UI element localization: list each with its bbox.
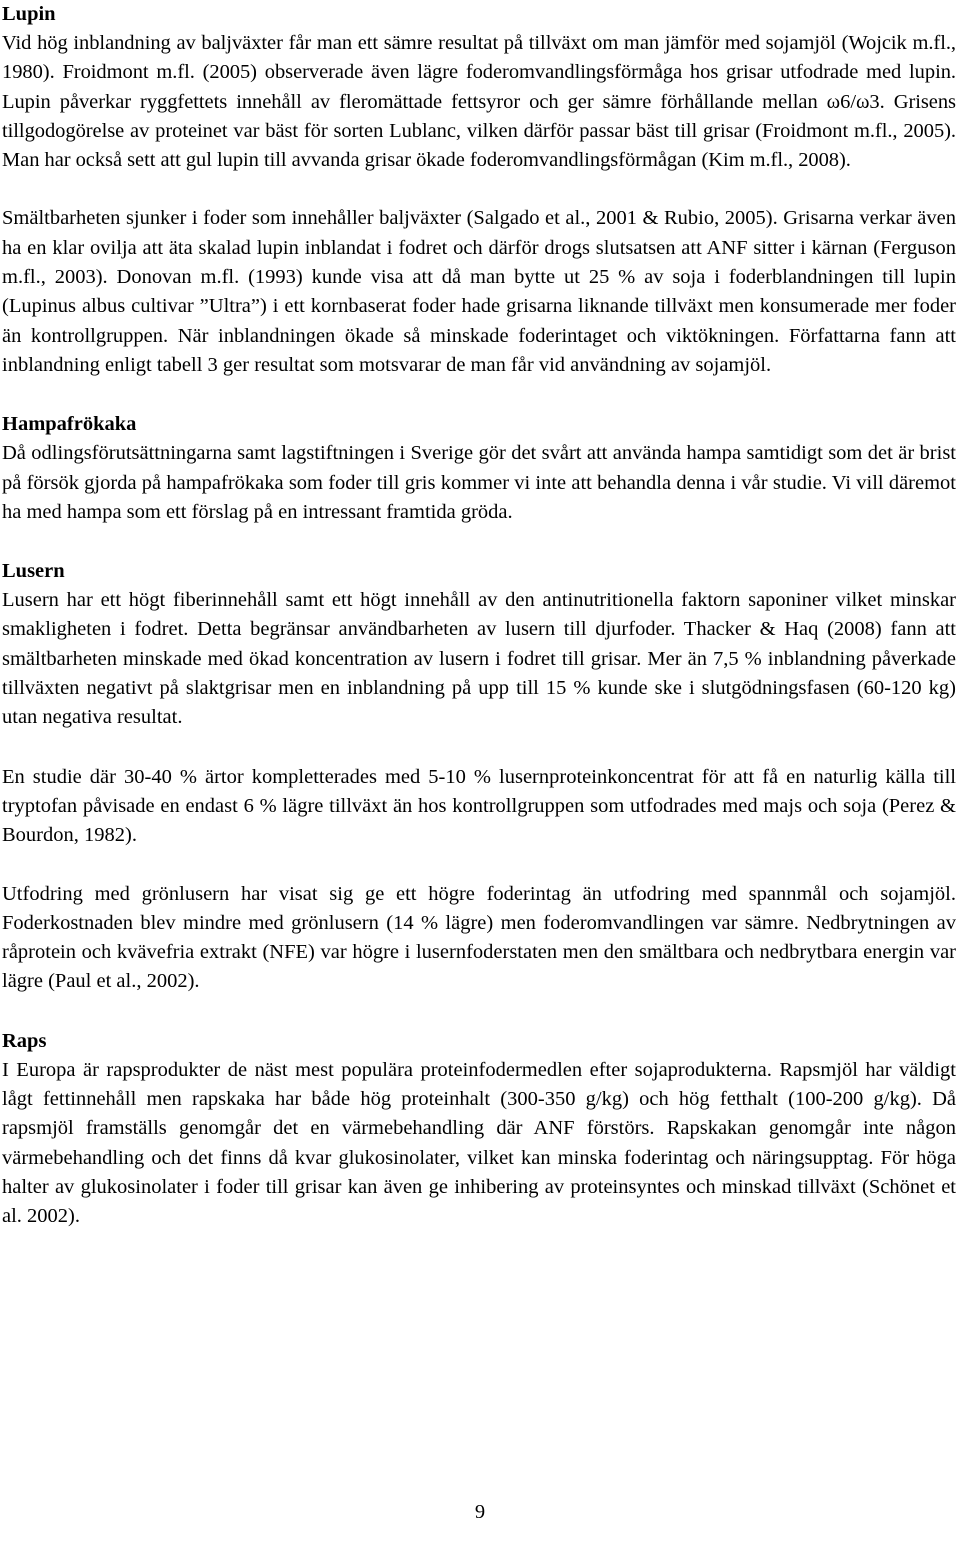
- page-number: 9: [474, 1501, 486, 1523]
- paragraph: Lusern har ett högt fiberinnehåll samt ett högt innehåll av den antinutritionella faktorn saponiner vilket minskar smakligheten i fodret. Detta begränsar användbarheten av lusern till djurfoder. Thacker & Haq (2008) fann att smältbarheten minskade med ökad koncentration av lusern i fodret till grisar. Mer än 7,5 % inblandning påverkade tillväxten negativt på slaktgrisar men en inblandning på upp till 15 % kunde ske i slutgödningsfasen (60-120 kg) utan negativa resultat.: [2, 589, 956, 729]
- section-raps: [2, 1027, 956, 1232]
- section-heading-raps: Raps: [2, 1029, 47, 1052]
- section-lupin: [2, 0, 956, 380]
- paragraph: En studie där 30-40 % ärtor kompletterades med 5-10 % lusernproteinkoncentrat för att få en naturlig källa till tryptofan påvisade en endast 6 % lägre tillväxt än hos kontrollgruppen som utfodrades med majs och soja (Perez & Bourdon, 1982).: [2, 765, 956, 847]
- section-heading-lupin: Lupin: [2, 3, 56, 25]
- paragraph: I Europa är rapsprodukter de näst mest populära proteinfodermedlen efter sojaprodukterna. Rapsmjöl har väldigt lågt fettinnehåll men rapskaka har både hög proteinhalt (300-350 g/kg) och hög fetthalt (100-200 g/kg). Då rapsmjöl framställs genomgår det en värmebehandling där ANF förstörs. Rapskakan genomgår inte någon värmebehandling och det finns då kvar glukosinolater, vilket kan minska foderintag och näringsupptag. För höga halter av glukosinolater i foder till grisar kan även ge inhibering av proteinsyntes och minskad tillväxt (Schönet et al. 2002).: [2, 1058, 956, 1228]
- section-hampafrokaka: [2, 410, 956, 527]
- section-heading-hampafrokaka: Hampafrökaka: [2, 413, 137, 436]
- section-heading-lusern: Lusern: [2, 560, 65, 583]
- paragraph: Vid hög inblandning av baljväxter får man ett sämre resultat på tillväxt om man jämför med sojamjöl (Wojcik m.fl., 1980). Froidmont m.fl. (2005) observerade även lägre foderomvandlingsförmåga hos grisar utfodrade med lupin. Lupin påverkar ryggfettets innehåll av fleromättade fettsyror och ger sämre förhållande mellan ω6/ω3. Grisens tillgodogörelse av proteinet var bäst för sorten Lublanc, vilken därför passar bäst till grisar (Froidmont m.fl., 2005). Man har också sett att gul lupin till avvanda grisar ökade foderomvandlingsförmågan (Kim m.fl., 2008).: [2, 32, 956, 172]
- paragraph: Smältbarheten sjunker i foder som innehåller baljväxter (Salgado et al., 2001 & Rubio, 2005). Grisarna verkar även ha en klar ovilja att äta skalad lupin inblandat i fodret och därför drogs slutsatsen att ANF sitter i kärnan (Ferguson m.fl., 2003). Donovan m.fl. (1993) kunde visa att då man bytte ut 25 % av soja i foderblandningen till lupin (Lupinus albus cultivar ”Ultra”) i ett kornbaserat foder hade grisarna liknande tillväxt men konsumerade mer foder än kontrollgruppen. När inblandningen ökade så minskade foderintaget och viktökningen. Författarna fann att inblandning enligt tabell 3 ger resultat som motsvarar de man får vid användning av sojamjöl.: [2, 207, 956, 376]
- paragraph: Då odlingsförutsättningarna samt lagstiftningen i Sverige gör det svårt att använda hampa samtidigt som det är brist på försök gjorda på hampafrökaka som foder till gris kommer vi inte att behandla denna i vår studie. Vi vill däremot ha med hampa som ett förslag på en intressant framtida gröda.: [2, 442, 956, 523]
- document-body: [2, 0, 956, 1232]
- paragraph: Utfodring med grönlusern har visat sig ge ett högre foderintag än utfodring med spannmål och sojamjöl. Foderkostnaden blev mindre med grönlusern (14 % lägre) men foderomvandlingen var sämre. Nedbrytningen av råprotein och kvävefria extrakt (NFE) var högre i lusernfoderstaten men den smältbara och nedbrytbara energin var lägre (Paul et al., 2002).: [2, 882, 956, 993]
- section-lusern: [2, 557, 956, 997]
